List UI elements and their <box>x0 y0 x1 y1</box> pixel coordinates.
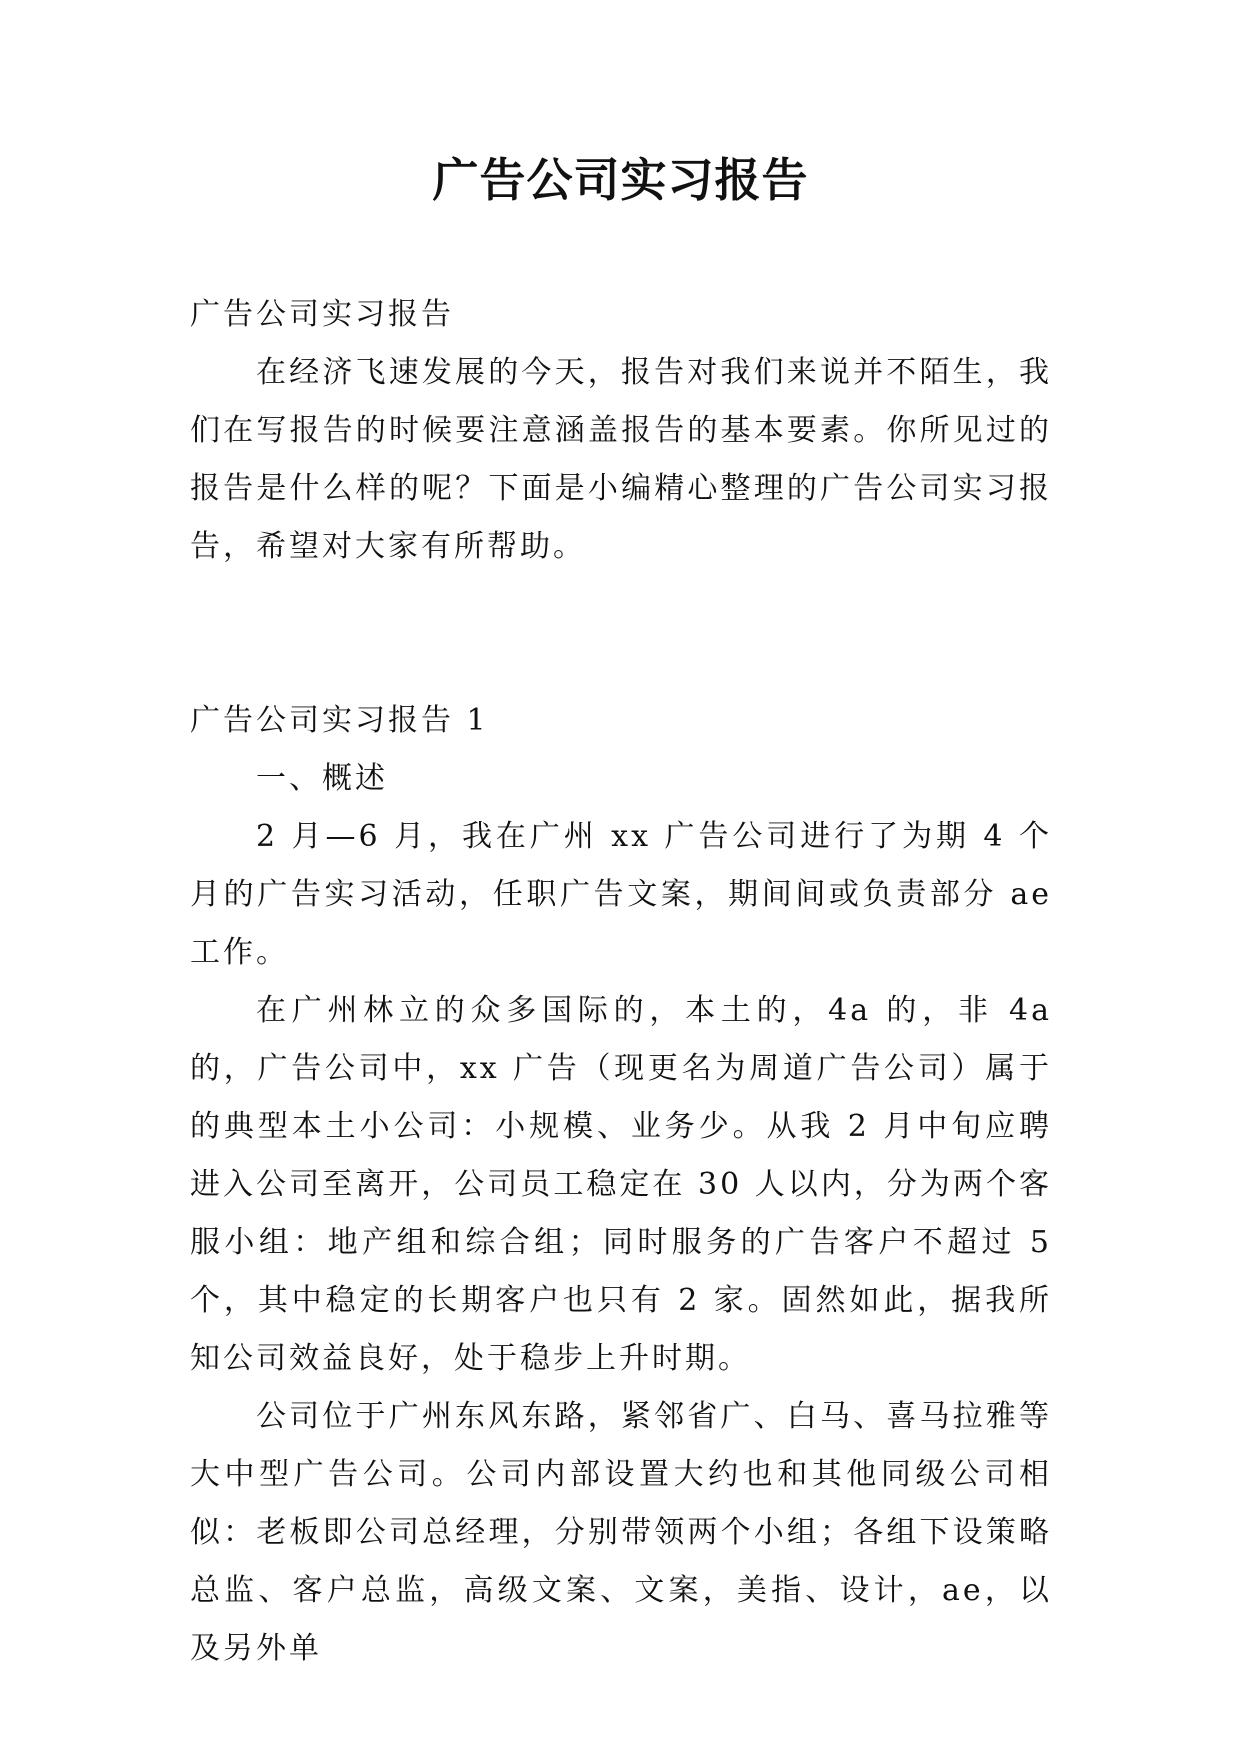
body-paragraph: 公司位于广州东风东路，紧邻省广、白马、喜马拉雅等大中型广告公司。公司内部设置大约也和其他同级公司相似：老板即公司总经理，分别带领两个小组；各组下设策略总监、客户总监，高级文案、文案，美指、设计，ae，以及另外单 <box>190 1399 1052 1666</box>
overview-heading: 一、概述 <box>256 761 388 796</box>
body-paragraph: 2 月—6 月，我在广州 xx 广告公司进行了为期 4 个月的广告实习活动，任职广告文案，期间间或负责部分 ae 工作。 <box>190 819 1052 970</box>
document-subtitle: 广告公司实习报告 <box>190 297 454 332</box>
document-title: 广告公司实习报告 <box>432 153 809 207</box>
document-body <box>190 286 1052 1678</box>
body-paragraph: 在广州林立的众多国际的，本土的，4a 的，非 4a 的，广告公司中，xx 广告（现更名为周道广告公司）属于的典型本土小公司：小规模、业务少。从我 2 月中旬应聘进入公司至离开，公司员工稳定在 30 人以内，分为两个客服小组：地产组和综合组；同时服务的广告客户不超过 5 个，其中稳定的长期客户也只有 2 家。固然如此，据我所知公司效益良好，处于稳步上升时期。 <box>190 993 1052 1376</box>
intro-paragraph: 在经济飞速发展的今天，报告对我们来说并不陌生，我们在写报告的时候要注意涵盖报告的基本要素。你所见过的报告是什么样的呢？下面是小编精心整理的广告公司实习报告，希望对大家有所帮助。 <box>190 355 1052 564</box>
section-spacer <box>190 576 1052 692</box>
section-title: 广告公司实习报告 1 <box>190 703 489 738</box>
